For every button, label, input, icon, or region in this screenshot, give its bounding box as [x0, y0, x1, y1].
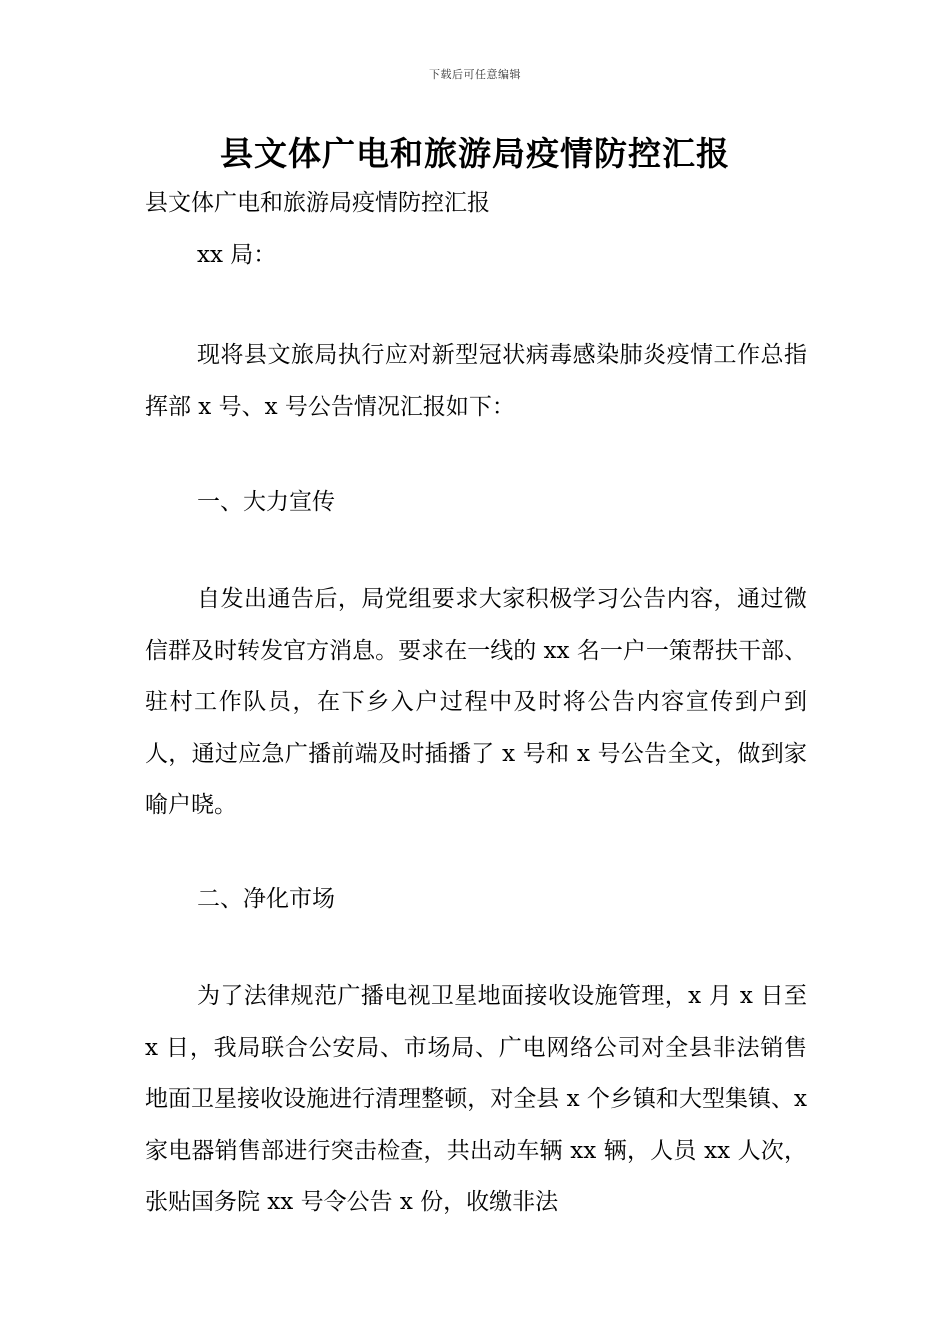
document-subtitle: 县文体广电和旅游局疫情防控汇报 — [145, 190, 490, 216]
section-heading-2: 二、净化市场 — [197, 886, 335, 912]
section-2-paragraph: 为了法律规范广播电视卫星地面接收设施管理，x 月 x 日至 x 日，我局联合公安局、市场局、广电网络公司对全县非法销售地面卫星接收设施进行清理整顿，对全县 x 个乡镇和大型集镇、x 家电器销售部进行突击检查，共出动车辆 xx 辆，人员 xx 人次，张贴国务院 xx 号令公告 x 份，收缴非法 — [145, 983, 807, 1215]
section-heading-1: 一、大力宣传 — [197, 489, 335, 515]
salutation: xx 局： — [197, 242, 277, 268]
intro-paragraph: 现将县文旅局执行应对新型冠状病毒感染肺炎疫情工作总指挥部 x 号、x 号公告情况汇报如下： — [145, 342, 807, 420]
section-1-paragraph: 自发出通告后，局党组要求大家积极学习公告内容，通过微信群及时转发官方消息。要求在一线的 xx 名一户一策帮扶干部、驻村工作队员，在下乡入户过程中及时将公告内容宣传到户到人，通过应急广播前端及时插播了 x 号和 x 号公告全文，做到家喻户晓。 — [145, 586, 807, 818]
document-title: 县文体广电和旅游局疫情防控汇报 — [220, 134, 730, 173]
header-note: 下载后可任意编辑 — [429, 68, 521, 81]
